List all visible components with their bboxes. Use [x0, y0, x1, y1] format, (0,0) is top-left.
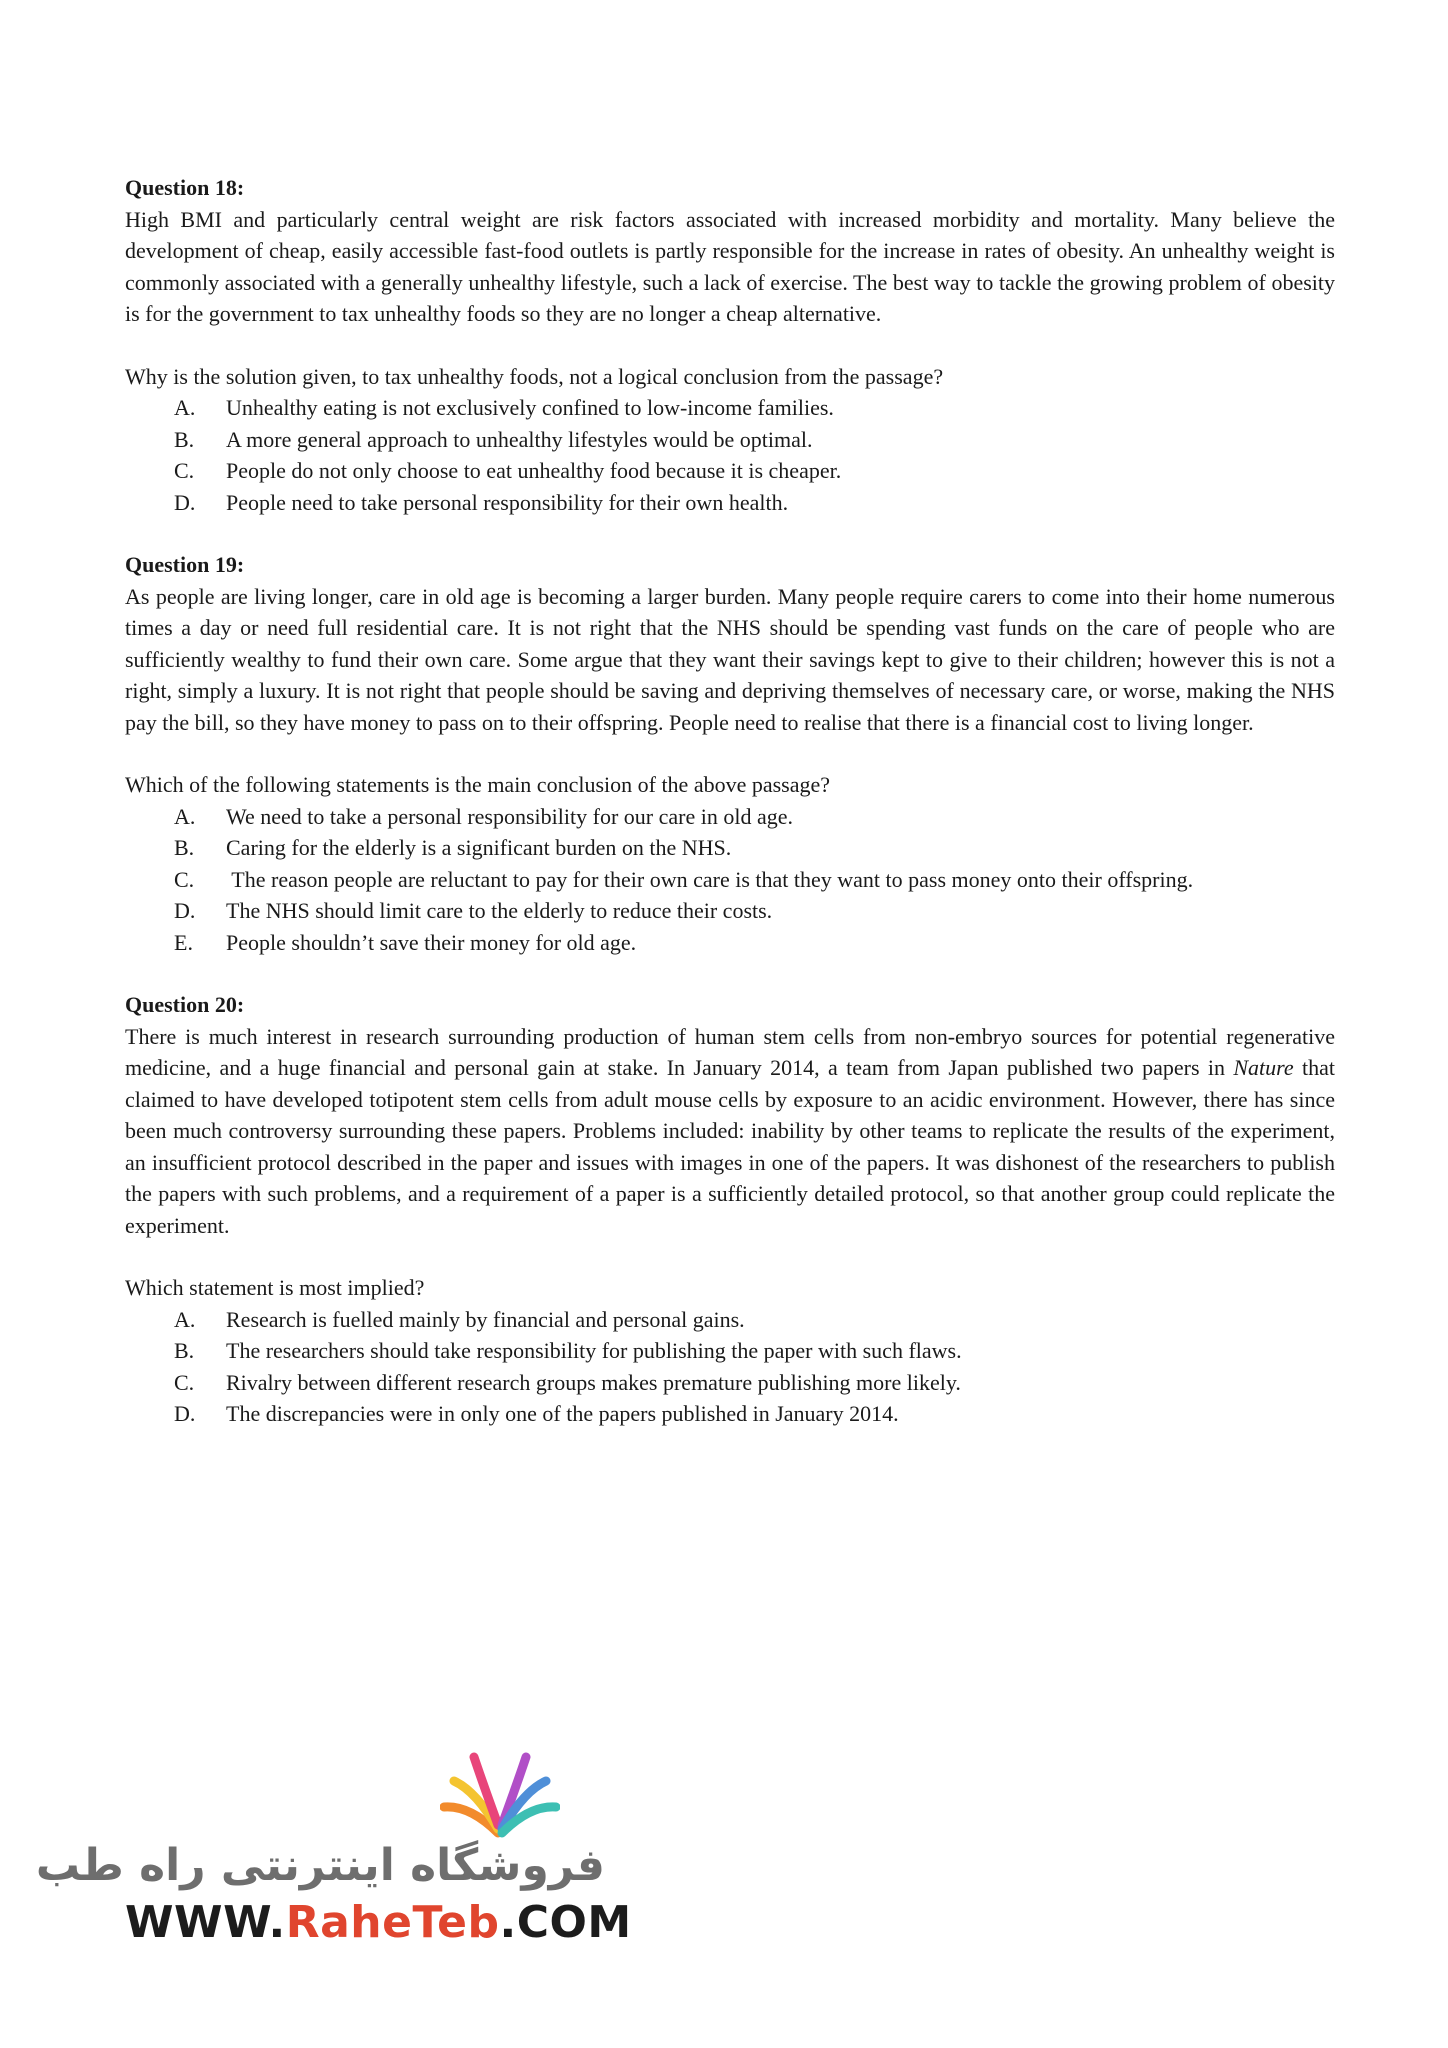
option-text: People need to take personal responsibility for their own health. [226, 489, 789, 515]
option-text: The discrepancies were in only one of the papers published in January 2014. [226, 1401, 899, 1426]
journal-name: Nature [1233, 1055, 1294, 1080]
option-letter: C. [174, 458, 195, 483]
option-text: The researchers should take responsibility for publishing the paper with such flaws. [226, 1338, 962, 1363]
option-letter: A. [174, 803, 196, 829]
url-brand: RaheTeb [285, 1897, 500, 1948]
passage-text: There is much interest in research surrounding production of human stem cells from non-embryo sources for potential regenerative medicine, and a huge financial and personal gain at stake. In January 2014, a team from Japan published two papers in [125, 1023, 1335, 1080]
answer-option-d [174, 1398, 1335, 1430]
document-page [125, 172, 1335, 1461]
answer-option-a [174, 1304, 1335, 1336]
option-letter: D. [174, 489, 196, 515]
answer-option-c [174, 864, 1335, 896]
question-passage: As people are living longer, care in old age is becoming a larger burden. Many people require carers to come into their home numerous times a day or need full residential care. It is not right that the NHS should be spending vast funds on the care of people who are sufficiently wealthy to fund their own care. Some argue that they want their savings kept to give to their children; however this is not a right, simply a luxury. It is not right that people should be saving and depriving themselves of necessary care, or worse, making the NHS pay the bill, so they have money to pass on to their offspring. People need to realise that there is a financial cost to living longer. [125, 583, 1335, 735]
answer-options [125, 801, 1335, 959]
option-letter: C. [174, 1369, 195, 1395]
question-18 [125, 172, 1335, 518]
question-19 [125, 549, 1335, 958]
option-text: Caring for the elderly is a significant burden on the NHS. [226, 835, 732, 860]
question-passage [125, 1021, 1335, 1242]
answer-options [125, 392, 1335, 518]
option-text: People do not only choose to eat unhealthy food because it is cheaper. [226, 458, 842, 483]
answer-option-a [174, 392, 1335, 424]
option-text: The NHS should limit care to the elderly to reduce their costs. [226, 898, 773, 923]
option-text: Research is fuelled mainly by financial and personal gains. [226, 1306, 745, 1332]
logo-url[interactable] [125, 1897, 632, 1948]
answer-option-c [174, 1367, 1335, 1399]
option-letter: D. [174, 898, 196, 923]
option-text: Rivalry between different research groups makes premature publishing more likely. [226, 1369, 961, 1395]
question-title: Question 18: [125, 175, 245, 200]
option-letter: D. [174, 1401, 196, 1426]
option-letter: B. [174, 426, 195, 452]
open-book-icon [440, 1745, 560, 1840]
question-title: Question 20: [125, 992, 245, 1017]
url-prefix: WWW. [125, 1897, 286, 1948]
raheteb-logo [35, 1745, 632, 1955]
answer-option-c [174, 455, 1335, 487]
option-letter: B. [174, 1338, 195, 1363]
option-letter: B. [174, 835, 195, 860]
answer-option-b [174, 424, 1335, 456]
answer-option-d [174, 895, 1335, 927]
answer-options [125, 1304, 1335, 1430]
question-title: Question 19: [125, 552, 245, 577]
question-prompt: Which statement is most implied? [125, 1275, 425, 1300]
option-letter: A. [174, 395, 196, 420]
option-letter: C. [174, 866, 195, 892]
option-letter: A. [174, 1306, 196, 1332]
passage-text: that claimed to have developed totipotent stem cells from adult mouse cells by exposure to an acidic environment. However, there has since been much controversy surrounding these papers. Problems included: inability by other teams to replicate the results of the experiment, an insufficient protocol described in the paper and issues with images in one of the papers. It was dishonest of the researchers to publish the papers with such problems, and a requirement of a paper is a sufficiently detailed protocol, so that another group could replicate the experiment. [125, 1055, 1335, 1238]
option-text: Unhealthy eating is not exclusively confined to low-income families. [226, 395, 834, 420]
option-text: We need to take a personal responsibility for our care in old age. [226, 803, 793, 829]
logo-persian-text: فروشگاه اینترنتی راه طب [35, 1840, 605, 1891]
option-text: The reason people are reluctant to pay for their own care is that they want to pass money onto their offspring. [231, 866, 1194, 892]
question-prompt: Why is the solution given, to tax unhealthy foods, not a logical conclusion from the passage? [125, 363, 944, 389]
question-passage: High BMI and particularly central weight are risk factors associated with increased morbidity and mortality. Many believe the development of cheap, easily accessible fast-food outlets is partly responsible for the increase in rates of obesity. An unhealthy weight is commonly associated with a generally unhealthy lifestyle, such a lack of exercise. The best way to tackle the growing problem of obesity is for the government to tax unhealthy foods so they are no longer a cheap alternative. [125, 206, 1335, 326]
url-suffix: .COM [499, 1897, 632, 1948]
option-text: People shouldn’t save their money for old age. [226, 929, 637, 955]
answer-option-b [174, 1335, 1335, 1367]
answer-option-e [174, 927, 1335, 959]
answer-option-b [174, 832, 1335, 864]
option-text: A more general approach to unhealthy lifestyles would be optimal. [226, 426, 813, 452]
question-prompt: Which of the following statements is the main conclusion of the above passage? [125, 772, 831, 797]
question-20 [125, 989, 1335, 1430]
answer-option-d [174, 487, 1335, 519]
option-letter: E. [174, 929, 193, 955]
answer-option-a [174, 801, 1335, 833]
